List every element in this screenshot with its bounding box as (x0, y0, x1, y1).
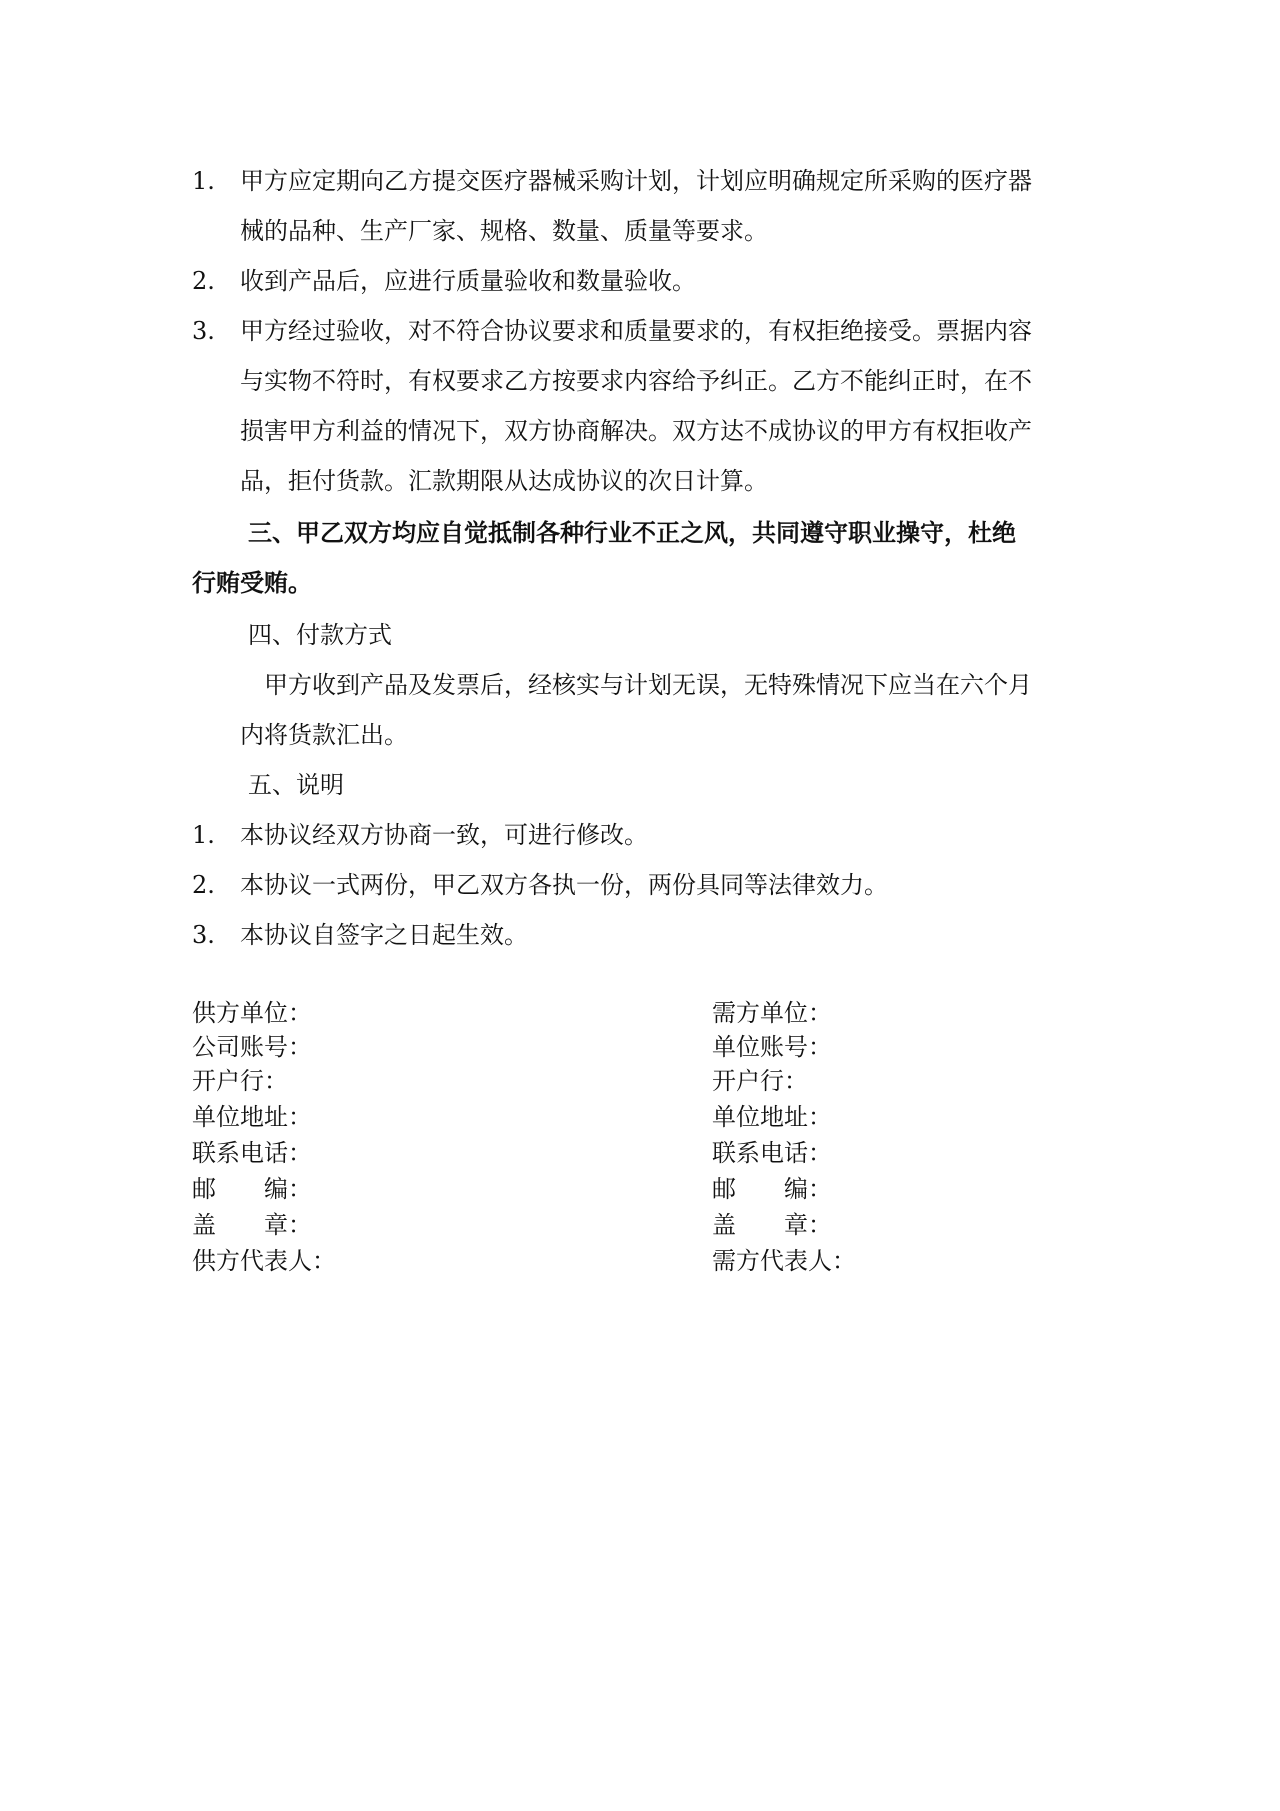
list1-item3-line2: 与实物不符时，有权要求乙方按要求内容给予纠正。乙方不能纠正时，在不 (240, 367, 1032, 395)
list1-item2-line1: 收到产品后，应进行质量验收和数量验收。 (240, 267, 696, 295)
list1-item1-number: 1. (192, 167, 215, 195)
supplier-address-label: 单位地址： (192, 1103, 312, 1131)
list2-item3-text: 本协议自签字之日起生效。 (240, 921, 528, 949)
unit-account-label: 单位账号： (712, 1033, 832, 1061)
section3-line1: 三、甲乙双方均应自觉抵制各种行业不正之风，共同遵守职业操守，杜绝 (248, 518, 1016, 547)
supplier-phone-label: 联系电话： (192, 1139, 312, 1167)
company-account-label: 公司账号： (192, 1033, 312, 1061)
buyer-phone-label: 联系电话： (712, 1139, 832, 1167)
buyer-bank-label: 开户行： (712, 1067, 808, 1095)
list2-item2-text: 本协议一式两份，甲乙双方各执一份，两份具同等法律效力。 (240, 871, 888, 899)
list1-item2-number: 2. (192, 267, 215, 295)
section4-line1: 甲方收到产品及发票后，经核实与计划无误，无特殊情况下应当在六个月 (264, 671, 1032, 699)
supplier-unit-label: 供方单位： (192, 999, 312, 1027)
list1-item3-line1: 甲方经过验收，对不符合协议要求和质量要求的，有权拒绝接受。票据内容 (240, 317, 1032, 345)
list1-item3-number: 3. (192, 317, 215, 345)
section3-line2: 行贿受贿。 (192, 568, 312, 597)
list2-item1-number: 1. (192, 821, 215, 849)
buyer-address-label: 单位地址： (712, 1103, 832, 1131)
list2-item1-text: 本协议经双方协商一致，可进行修改。 (240, 821, 648, 849)
supplier-postcode-label: 邮 编： (192, 1175, 312, 1203)
list1-item3-line4: 品，拒付货款。汇款期限从达成协议的次日计算。 (240, 467, 768, 495)
buyer-seal-label: 盖 章： (712, 1211, 832, 1239)
supplier-representative-label: 供方代表人： (192, 1247, 336, 1275)
list1-item1-line1: 甲方应定期向乙方提交医疗器械采购计划，计划应明确规定所采购的医疗器 (240, 167, 1032, 195)
list1-item1-line2: 械的品种、生产厂家、规格、数量、质量等要求。 (240, 217, 768, 245)
supplier-bank-label: 开户行： (192, 1067, 288, 1095)
list2-item3-number: 3. (192, 921, 215, 949)
section4-line2: 内将货款汇出。 (240, 721, 408, 749)
section4-heading: 四、付款方式 (248, 621, 392, 649)
buyer-representative-label: 需方代表人： (712, 1247, 856, 1275)
buyer-postcode-label: 邮 编： (712, 1175, 832, 1203)
list1-item3-line3: 损害甲方利益的情况下，双方协商解决。双方达不成协议的甲方有权拒收产 (240, 417, 1032, 445)
list2-item2-number: 2. (192, 871, 215, 899)
supplier-seal-label: 盖 章： (192, 1211, 312, 1239)
buyer-unit-label: 需方单位： (712, 999, 832, 1027)
section5-heading: 五、说明 (248, 771, 344, 799)
